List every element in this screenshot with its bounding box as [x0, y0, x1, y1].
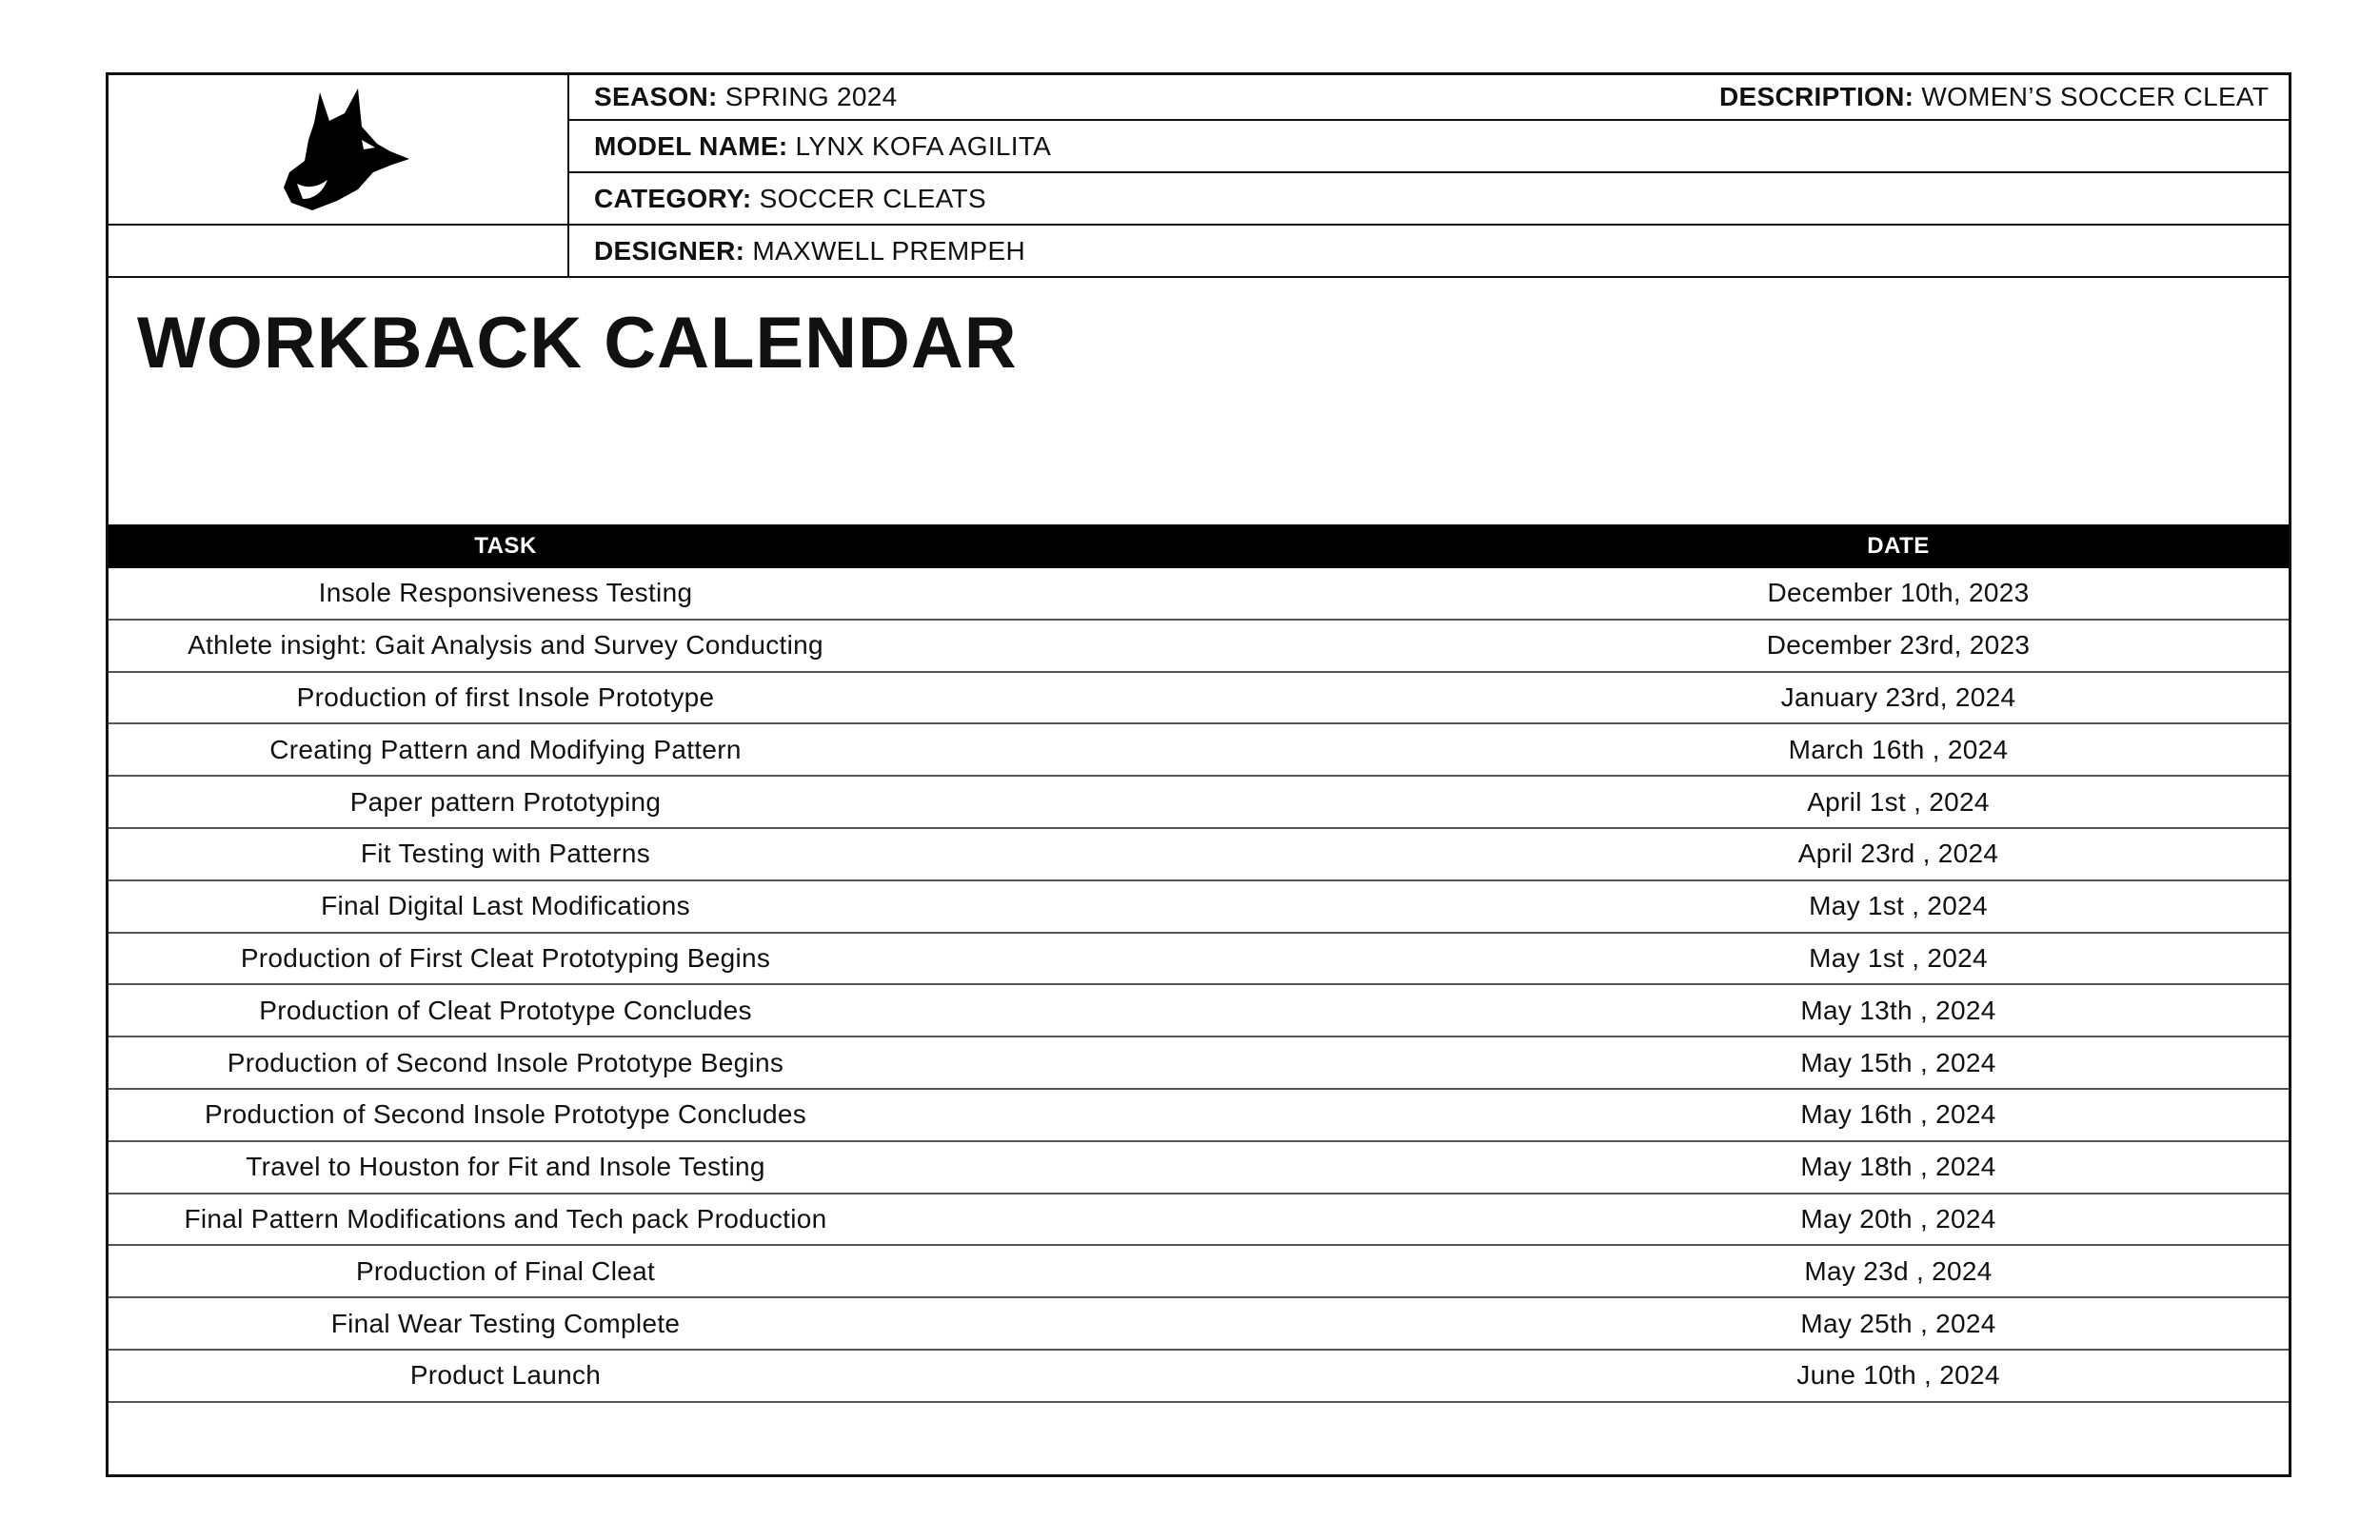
task-cell: Final Wear Testing Complete — [330, 1308, 681, 1338]
table-row — [109, 1037, 2289, 1090]
table-header — [109, 524, 2289, 568]
tech-pack-sheet — [106, 72, 2291, 1477]
table-row — [109, 621, 2289, 673]
season-label: SEASON: — [594, 82, 718, 111]
task-cell: Production of first Insole Prototype — [296, 681, 715, 712]
category-row — [569, 173, 2289, 226]
description-field — [1719, 82, 2269, 112]
task-cell: Insole Responsiveness Testing — [318, 578, 693, 608]
table-row — [109, 1351, 2289, 1403]
date-cell: May 25th , 2024 — [1800, 1308, 1996, 1338]
date-cell: May 15th , 2024 — [1800, 1047, 1996, 1077]
table-row — [109, 1090, 2289, 1142]
date-cell: May 13th , 2024 — [1800, 995, 1996, 1025]
table-row — [109, 1194, 2289, 1247]
table-row — [109, 1246, 2289, 1298]
page-title: WORKBACK CALENDAR — [137, 303, 1018, 384]
task-table-body — [109, 568, 2289, 1403]
table-row — [109, 1142, 2289, 1194]
model-value: LYNX KOFA AGILITA — [795, 130, 1052, 161]
task-cell: Production of First Cleat Prototyping Begins — [240, 942, 771, 973]
table-row — [109, 829, 2289, 881]
date-cell: April 1st , 2024 — [1807, 786, 1990, 817]
date-cell: May 16th , 2024 — [1800, 1099, 1996, 1130]
designer-row — [569, 226, 2289, 278]
task-cell: Product Launch — [409, 1360, 602, 1391]
column-header-task: TASK — [474, 533, 537, 559]
date-cell: May 1st , 2024 — [1809, 891, 1988, 921]
table-row — [109, 724, 2289, 777]
date-cell: June 10th , 2024 — [1796, 1360, 2000, 1391]
task-cell: Athlete insight: Gait Analysis and Survey Conducting — [188, 630, 823, 661]
date-cell: March 16th , 2024 — [1788, 734, 2009, 764]
category-value: SOCCER CLEATS — [759, 183, 986, 213]
table-row — [109, 777, 2289, 829]
task-cell: Creating Pattern and Modifying Pattern — [269, 734, 742, 764]
category-field — [594, 184, 986, 214]
model-field — [594, 131, 1051, 162]
season-row — [569, 75, 2289, 121]
logo-blank-cell — [109, 226, 569, 278]
task-cell: Paper pattern Prototyping — [349, 786, 662, 817]
date-cell: May 1st , 2024 — [1809, 942, 1988, 973]
task-cell: Travel to Houston for Fit and Insole Testing — [246, 1152, 765, 1182]
date-cell: May 20th , 2024 — [1800, 1203, 1996, 1234]
table-row — [109, 568, 2289, 621]
lynx-head-icon — [270, 85, 413, 218]
task-cell: Fit Testing with Patterns — [360, 839, 651, 869]
task-cell: Final Digital Last Modifications — [321, 891, 690, 921]
task-cell: Production of Cleat Prototype Concludes — [259, 995, 752, 1025]
task-cell: Production of Final Cleat — [355, 1255, 656, 1286]
date-cell: May 18th , 2024 — [1800, 1152, 1996, 1182]
date-cell: April 23rd , 2024 — [1797, 839, 1999, 869]
season-value: SPRING 2024 — [724, 82, 898, 111]
table-row — [109, 985, 2289, 1037]
model-label: MODEL NAME: — [594, 130, 788, 161]
description-value: WOMEN’S SOCCER CLEAT — [1921, 82, 2270, 111]
date-cell: December 23rd, 2023 — [1766, 630, 2031, 661]
season-field — [594, 82, 898, 112]
task-cell: Production of Second Insole Prototype Begins — [227, 1047, 784, 1077]
category-label: CATEGORY: — [594, 183, 752, 213]
model-row — [569, 121, 2289, 173]
table-row — [109, 1298, 2289, 1351]
designer-label: DESIGNER: — [594, 235, 745, 266]
task-cell: Production of Second Insole Prototype Concludes — [204, 1099, 807, 1130]
table-row — [109, 934, 2289, 986]
date-cell: December 10th, 2023 — [1767, 578, 2030, 608]
table-row — [109, 881, 2289, 934]
column-header-date: DATE — [1867, 533, 1930, 559]
designer-value: MAXWELL PREMPEH — [752, 235, 1026, 266]
description-label: DESCRIPTION: — [1719, 82, 1914, 111]
designer-field — [594, 236, 1025, 267]
date-cell: May 23d , 2024 — [1804, 1255, 1993, 1286]
logo-cell — [109, 75, 569, 226]
task-cell: Final Pattern Modifications and Tech pack Production — [184, 1203, 827, 1234]
table-row — [109, 673, 2289, 725]
date-cell: January 23rd, 2024 — [1780, 681, 2016, 712]
